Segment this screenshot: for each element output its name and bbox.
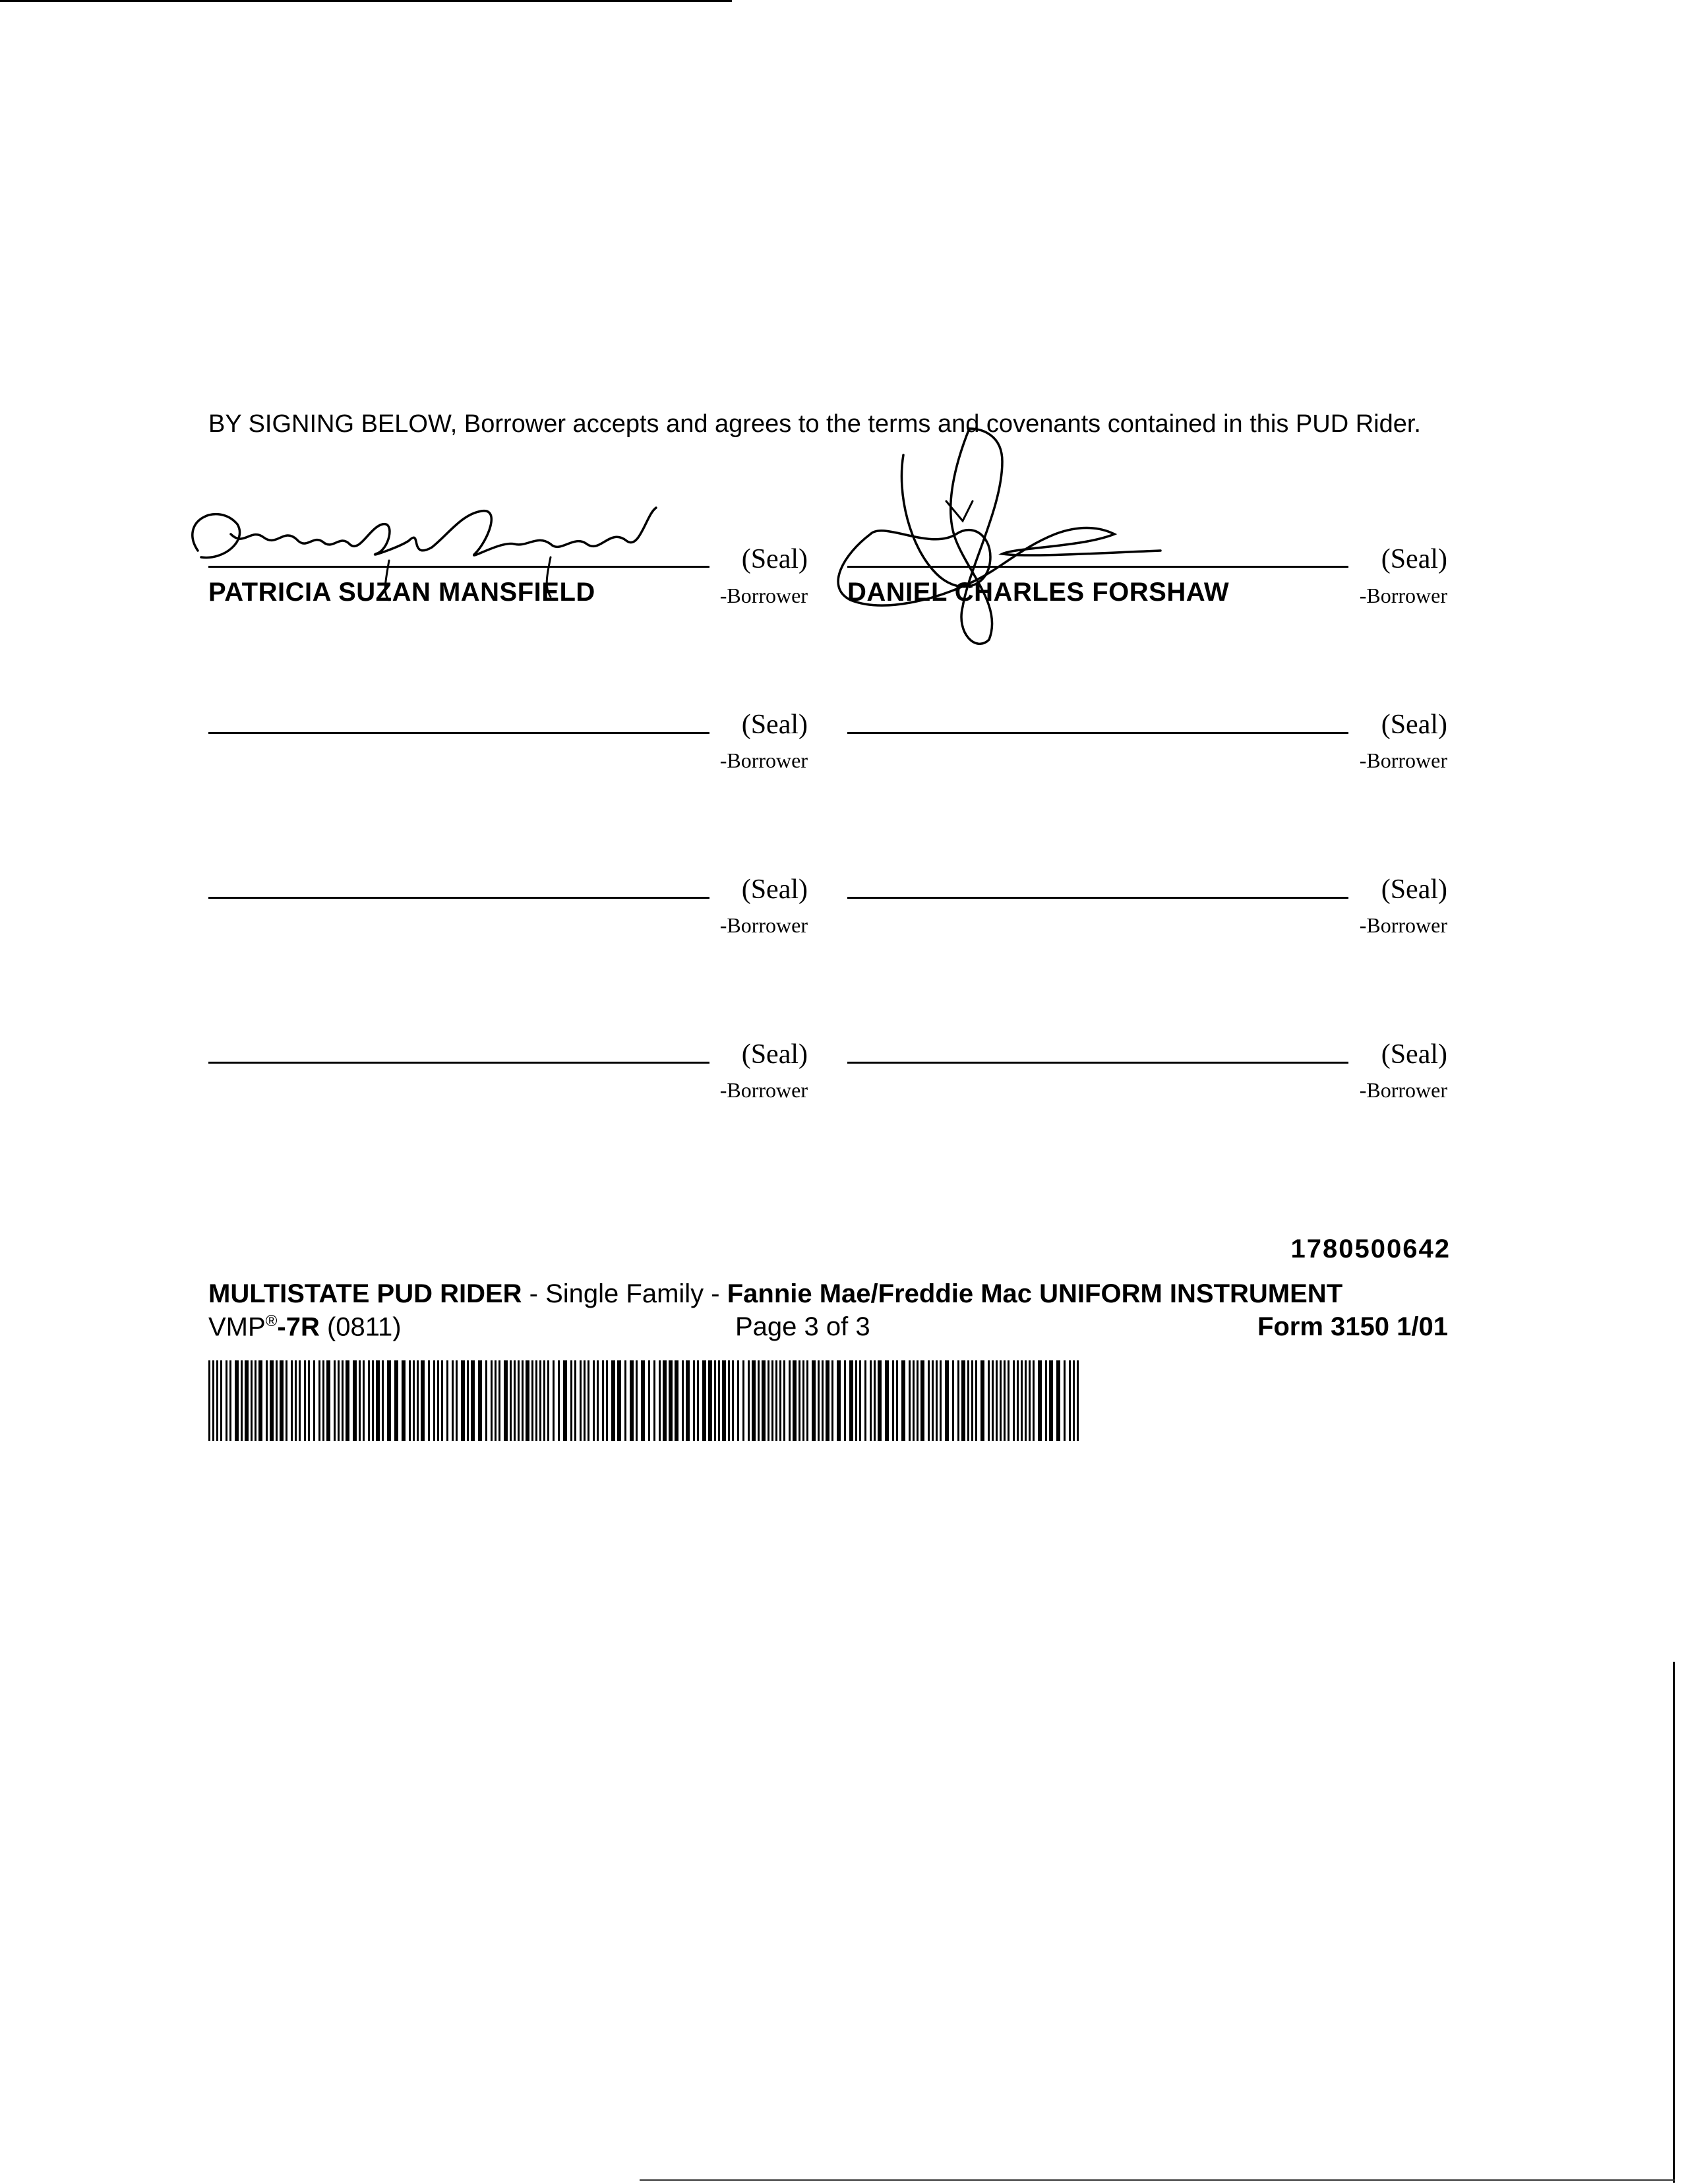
barcode-bar	[588, 1360, 589, 1441]
borrower-label: -Borrower	[1359, 584, 1447, 607]
barcode-bar	[245, 1360, 249, 1441]
barcode-bar	[553, 1360, 555, 1441]
form-title-name: MULTISTATE PUD RIDER	[208, 1279, 522, 1308]
seal-label: (Seal)	[741, 1039, 808, 1070]
barcode-bar	[342, 1360, 344, 1441]
barcode-bar	[1045, 1360, 1047, 1441]
barcode-bar	[789, 1360, 791, 1441]
barcode-bar	[1056, 1360, 1060, 1441]
barcode-bar	[961, 1360, 965, 1441]
barcode-bar	[220, 1360, 222, 1441]
barcode-bar	[636, 1360, 638, 1441]
barcode-bar	[394, 1360, 398, 1441]
barcode-bar	[928, 1360, 930, 1441]
barcode-bar	[467, 1360, 469, 1441]
barcode-bar	[878, 1360, 882, 1441]
barcode-bar	[326, 1360, 330, 1441]
barcode-bar	[461, 1360, 465, 1441]
barcode-bar	[818, 1360, 820, 1441]
borrower-label: -Borrower	[1359, 913, 1447, 937]
barcode-bar	[870, 1360, 872, 1441]
barcode-bar	[686, 1360, 690, 1441]
barcode-bar	[714, 1360, 716, 1441]
handwritten-signature-daniel	[804, 422, 1174, 646]
barcode-bar	[456, 1360, 458, 1441]
barcode-bar	[584, 1360, 586, 1441]
barcode-bar	[936, 1360, 938, 1441]
barcode-bar	[522, 1360, 524, 1441]
barcode	[208, 1360, 1079, 1441]
barcode-bar	[648, 1360, 650, 1441]
barcode-bar	[945, 1360, 949, 1441]
seal-label: (Seal)	[1381, 874, 1447, 905]
barcode-bar	[611, 1360, 615, 1441]
barcode-bar	[940, 1360, 942, 1441]
barcode-bar	[748, 1360, 750, 1441]
barcode-bar	[602, 1360, 604, 1441]
barcode-bar	[241, 1360, 243, 1441]
barcode-bar	[967, 1360, 969, 1441]
barcode-bar	[779, 1360, 781, 1441]
barcode-bar	[831, 1360, 833, 1441]
barcode-bar	[295, 1360, 297, 1441]
barcode-bar	[768, 1360, 769, 1441]
loan-number: 1780500642	[1290, 1234, 1451, 1263]
barcode-bar	[849, 1360, 853, 1441]
barcode-bar	[663, 1360, 667, 1441]
barcode-bar	[226, 1360, 227, 1441]
barcode-bar	[363, 1360, 365, 1441]
barcode-bar	[1038, 1360, 1042, 1441]
barcode-bar	[1069, 1360, 1071, 1441]
form-title-type: - Single Family -	[522, 1279, 727, 1308]
handwritten-signature-patricia	[171, 488, 686, 607]
signature-line	[847, 897, 1348, 899]
barcode-bar	[322, 1360, 324, 1441]
barcode-bar	[669, 1360, 673, 1441]
barcode-bar	[428, 1360, 430, 1441]
barcode-bar	[543, 1360, 545, 1441]
borrower-label: -Borrower	[1359, 748, 1447, 772]
barcode-bar	[535, 1360, 537, 1441]
barcode-bar	[514, 1360, 516, 1441]
barcode-bar	[1033, 1360, 1035, 1441]
barcode-bar	[932, 1360, 934, 1441]
barcode-bar	[409, 1360, 411, 1441]
barcode-bar	[971, 1360, 973, 1441]
barcode-bar	[1064, 1360, 1066, 1441]
barcode-bar	[485, 1360, 487, 1441]
barcode-bar	[251, 1360, 253, 1441]
signature-line	[847, 1062, 1348, 1064]
barcode-bar	[826, 1360, 829, 1441]
barcode-bar	[864, 1360, 866, 1441]
barcode-bar	[437, 1360, 439, 1441]
barcode-bar	[728, 1360, 730, 1441]
signing-statement: BY SIGNING BELOW, Borrower accepts and agrees to the terms and covenants contained in this PUD Rider.	[208, 410, 1421, 438]
barcode-bar	[387, 1360, 391, 1441]
seal-label: (Seal)	[741, 544, 808, 574]
barcode-bar	[402, 1360, 406, 1441]
borrower-label: -Borrower	[1359, 1078, 1447, 1102]
signature-line	[847, 732, 1348, 734]
barcode-bar	[334, 1360, 336, 1441]
barcode-bar	[775, 1360, 777, 1441]
barcode-bar	[235, 1360, 239, 1441]
barcode-bar	[216, 1360, 218, 1441]
barcode-bar	[318, 1360, 320, 1441]
barcode-bar	[593, 1360, 595, 1441]
barcode-bar	[617, 1360, 621, 1441]
barcode-bar	[702, 1360, 706, 1441]
barcode-bar	[1029, 1360, 1031, 1441]
barcode-bar	[526, 1360, 529, 1441]
barcode-bar	[742, 1360, 744, 1441]
barcode-bar	[299, 1360, 301, 1441]
barcode-bar	[653, 1360, 655, 1441]
form-title	[208, 1279, 1342, 1309]
signature-line	[208, 732, 709, 734]
barcode-bar	[313, 1360, 315, 1441]
barcode-bar	[1025, 1360, 1027, 1441]
barcode-bar	[1077, 1360, 1079, 1441]
barcode-bar	[270, 1360, 274, 1441]
barcode-bar	[346, 1360, 349, 1441]
barcode-bar	[359, 1360, 361, 1441]
barcode-bar	[276, 1360, 278, 1441]
page-indicator: Page 3 of 3	[735, 1312, 870, 1341]
barcode-bar	[570, 1360, 572, 1441]
barcode-bar	[382, 1360, 384, 1441]
barcode-bar	[806, 1360, 808, 1441]
barcode-bar	[909, 1360, 911, 1441]
barcode-bar	[1021, 1360, 1023, 1441]
signature-line	[208, 1062, 709, 1064]
barcode-bar	[762, 1360, 766, 1441]
barcode-bar	[859, 1360, 861, 1441]
seal-label: (Seal)	[741, 874, 808, 905]
barcode-bar	[304, 1360, 306, 1441]
barcode-bar	[446, 1360, 448, 1441]
borrower-label: -Borrower	[719, 913, 808, 937]
barcode-bar	[368, 1360, 370, 1441]
barcode-bar	[539, 1360, 541, 1441]
barcode-bar	[433, 1360, 435, 1441]
scan-edge-bottom	[640, 2179, 1675, 2181]
barcode-bar	[624, 1360, 626, 1441]
barcode-bar	[822, 1360, 824, 1441]
barcode-bar	[286, 1360, 287, 1441]
barcode-bar	[558, 1360, 560, 1441]
barcode-bar	[920, 1360, 924, 1441]
barcode-bar	[574, 1360, 576, 1441]
barcode-bar	[901, 1360, 905, 1441]
borrower-label: -Borrower	[719, 748, 808, 772]
barcode-bar	[718, 1360, 720, 1441]
barcode-bar	[793, 1360, 797, 1441]
barcode-bar	[952, 1360, 954, 1441]
barcode-bar	[208, 1360, 210, 1441]
seal-label: (Seal)	[1381, 1039, 1447, 1070]
barcode-bar	[783, 1360, 785, 1441]
barcode-bar	[580, 1360, 582, 1441]
barcode-bar	[417, 1360, 419, 1441]
barcode-bar	[531, 1360, 533, 1441]
barcode-bar	[752, 1360, 756, 1441]
barcode-bar	[1008, 1360, 1010, 1441]
borrower-label: -Borrower	[719, 584, 808, 607]
barcode-bar	[992, 1360, 994, 1441]
barcode-bar	[737, 1360, 739, 1441]
barcode-bar	[1000, 1360, 1002, 1441]
barcode-bar	[471, 1360, 475, 1441]
barcode-bar	[518, 1360, 520, 1441]
barcode-bar	[722, 1360, 726, 1441]
barcode-bar	[758, 1360, 760, 1441]
barcode-bar	[988, 1360, 990, 1441]
vmp-form-code: -7R	[277, 1312, 320, 1342]
barcode-bar	[996, 1360, 998, 1441]
barcode-bar	[606, 1360, 608, 1441]
barcode-bar	[896, 1360, 898, 1441]
barcode-bar	[697, 1360, 699, 1441]
barcode-bar	[1017, 1360, 1019, 1441]
barcode-bar	[266, 1360, 268, 1441]
barcode-bar	[837, 1360, 841, 1441]
signature-line	[208, 897, 709, 899]
barcode-bar	[421, 1360, 425, 1441]
barcode-bar	[980, 1360, 984, 1441]
barcode-bar	[630, 1360, 634, 1441]
barcode-bar	[874, 1360, 876, 1441]
barcode-bar	[291, 1360, 293, 1441]
barcode-bar	[255, 1360, 256, 1441]
barcode-bar	[376, 1360, 380, 1441]
barcode-bar	[1049, 1360, 1053, 1441]
barcode-bar	[675, 1360, 678, 1441]
barcode-bar	[597, 1360, 599, 1441]
barcode-bar	[844, 1360, 846, 1441]
scan-edge-right	[1673, 1662, 1675, 2183]
barcode-bar	[308, 1360, 310, 1441]
barcode-bar	[1013, 1360, 1015, 1441]
vmp-registered-mark: ®	[265, 1312, 278, 1330]
borrower-label: -Borrower	[719, 1078, 808, 1102]
barcode-bar	[478, 1360, 482, 1441]
barcode-bar	[452, 1360, 454, 1441]
barcode-bar	[504, 1360, 508, 1441]
barcode-bar	[547, 1360, 549, 1441]
barcode-bar	[957, 1360, 959, 1441]
barcode-bar	[799, 1360, 800, 1441]
seal-label: (Seal)	[1381, 544, 1447, 574]
seal-label: (Seal)	[741, 710, 808, 740]
barcode-bar	[353, 1360, 357, 1441]
barcode-bar	[659, 1360, 661, 1441]
barcode-bar	[563, 1360, 567, 1441]
barcode-bar	[682, 1360, 684, 1441]
barcode-bar	[510, 1360, 512, 1441]
vmp-version: (0811)	[319, 1312, 402, 1342]
barcode-bar	[771, 1360, 773, 1441]
barcode-bar	[495, 1360, 497, 1441]
barcode-bar	[913, 1360, 915, 1441]
barcode-bar	[855, 1360, 857, 1441]
barcode-bar	[1073, 1360, 1075, 1441]
barcode-bar	[338, 1360, 340, 1441]
barcode-bar	[732, 1360, 734, 1441]
barcode-bar	[885, 1360, 889, 1441]
seal-label: (Seal)	[1381, 710, 1447, 740]
barcode-bar	[975, 1360, 977, 1441]
barcode-bar	[641, 1360, 645, 1441]
barcode-bar	[413, 1360, 415, 1441]
barcode-bar	[498, 1360, 500, 1441]
barcode-bar	[693, 1360, 695, 1441]
barcode-bar	[802, 1360, 804, 1441]
barcode-bar	[708, 1360, 712, 1441]
borrower-name: DANIEL CHARLES FORSHAW	[847, 578, 1230, 607]
barcode-bar	[917, 1360, 919, 1441]
barcode-bar	[280, 1360, 284, 1441]
barcode-bar	[1004, 1360, 1006, 1441]
barcode-bar	[491, 1360, 493, 1441]
barcode-bar	[258, 1360, 262, 1441]
barcode-bar	[372, 1360, 374, 1441]
barcode-bar	[229, 1360, 231, 1441]
form-number: Form 3150 1/01	[1257, 1312, 1448, 1341]
borrower-name: PATRICIA SUZAN MANSFIELD	[208, 578, 595, 607]
form-title-agency: Fannie Mae/Freddie Mac UNIFORM INSTRUMENT	[727, 1279, 1343, 1308]
vmp-code	[208, 1312, 402, 1342]
scan-edge-top	[0, 0, 732, 2]
barcode-bar	[812, 1360, 816, 1441]
barcode-bar	[212, 1360, 214, 1441]
vmp-prefix: VMP	[208, 1312, 266, 1342]
barcode-bar	[892, 1360, 894, 1441]
barcode-bar	[441, 1360, 443, 1441]
